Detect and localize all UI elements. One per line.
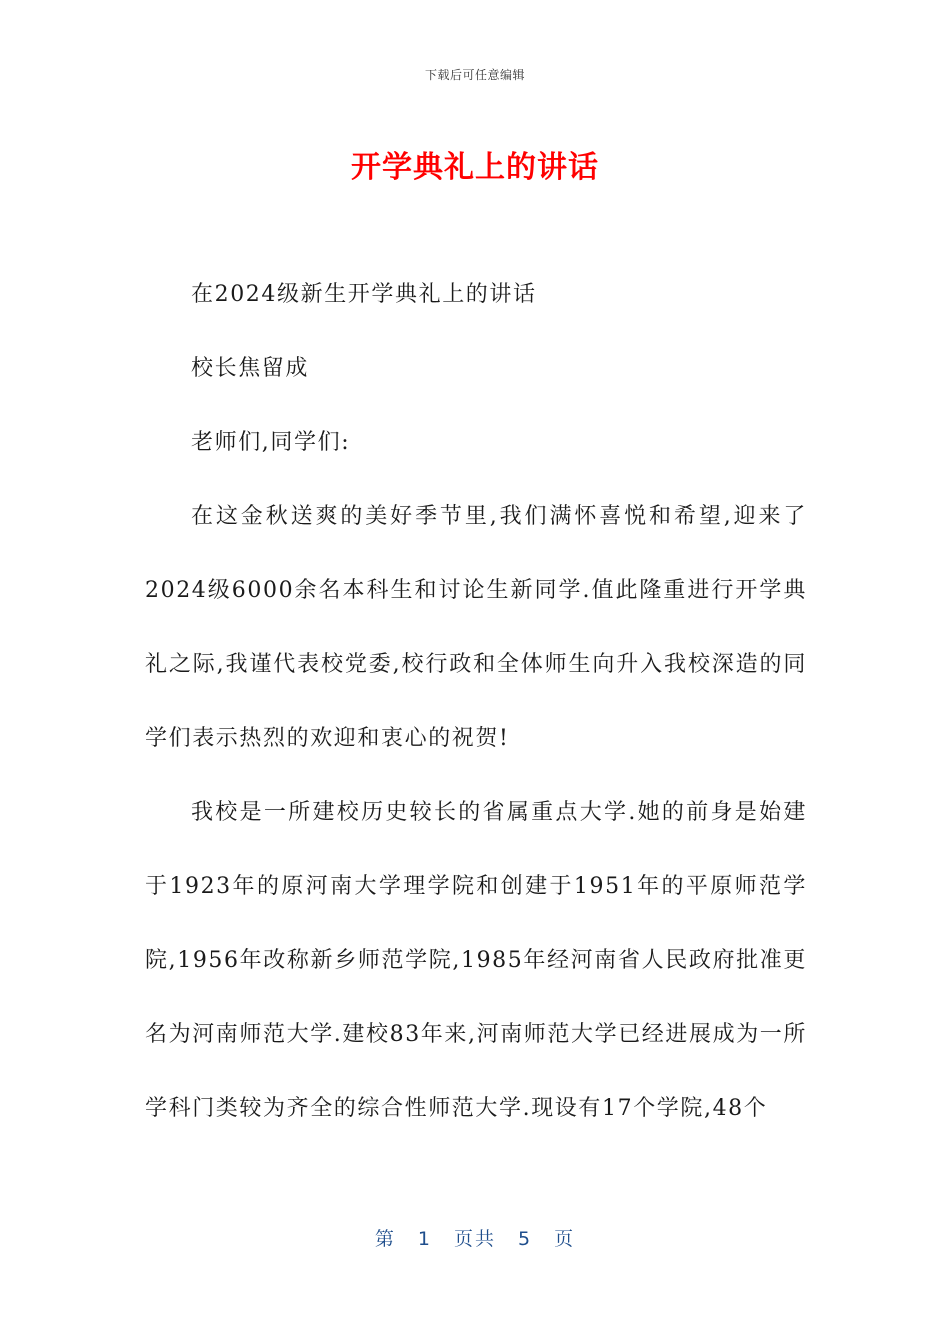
footer-suffix: 页 <box>554 1228 576 1250</box>
salutation: 老师们,同学们: <box>191 430 351 455</box>
page-footer <box>0 1224 950 1251</box>
body-paragraph: 在这金秋送爽的美好季节里,我们满怀喜悦和希望,迎来了2024级6000余名本科生和讨论生新同学.值此隆重进行开学典礼之际,我谨代表校党委,校行政和全体师生向升入我校深造的同学们表示热烈的欢迎和衷心的祝贺! <box>145 504 807 751</box>
total-pages-number: 5 <box>518 1228 533 1250</box>
document-title: 开学典礼上的讲话 <box>351 150 599 185</box>
current-page-number: 1 <box>417 1228 432 1250</box>
footer-middle: 页共 <box>453 1228 496 1250</box>
speech-heading: 在2024级新生开学典礼上的讲话 <box>191 282 537 307</box>
document-body <box>145 258 807 1146</box>
footer-prefix: 第 <box>374 1228 396 1250</box>
speaker-line: 校长焦留成 <box>191 356 310 381</box>
header-note: 下载后可任意编辑 <box>424 68 525 82</box>
body-paragraph: 我校是一所建校历史较长的省属重点大学.她的前身是始建于1923年的原河南大学理学院和创建于1951年的平原师范学院,1956年改称新乡师范学院,1985年经河南省人民政府批准更名为河南师范大学.建校83年来,河南师范大学已经进展成为一所学科门类较为齐全的综合性师范大学.现设有17个学院,48个 <box>145 800 807 1121</box>
